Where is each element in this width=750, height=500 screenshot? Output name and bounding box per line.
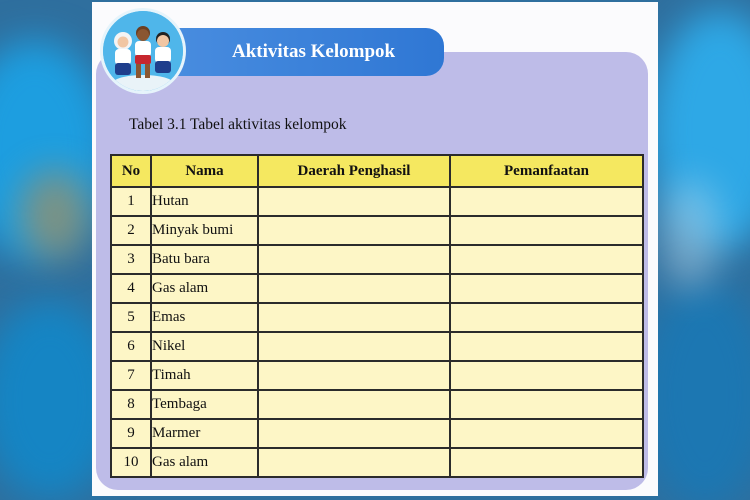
row-daerah-cell — [258, 245, 450, 274]
row-pemanfaatan-cell — [450, 361, 643, 390]
header-no: No — [111, 155, 151, 187]
students-group-icon — [100, 8, 186, 94]
row-number: 2 — [111, 216, 151, 245]
row-pemanfaatan-cell — [450, 245, 643, 274]
table-row — [111, 332, 643, 361]
row-name: Gas alam — [151, 448, 258, 477]
row-name: Nikel — [151, 332, 258, 361]
row-pemanfaatan-cell — [450, 332, 643, 361]
row-number: 9 — [111, 419, 151, 448]
table-row — [111, 303, 643, 332]
table-row — [111, 274, 643, 303]
table-row — [111, 419, 643, 448]
table-caption: Tabel 3.1 Tabel aktivitas kelompok — [129, 116, 347, 133]
row-number: 4 — [111, 274, 151, 303]
row-name: Marmer — [151, 419, 258, 448]
row-daerah-cell — [258, 187, 450, 216]
row-daerah-cell — [258, 303, 450, 332]
row-pemanfaatan-cell — [450, 216, 643, 245]
table-row — [111, 390, 643, 419]
table-header-row — [111, 155, 643, 187]
row-number: 7 — [111, 361, 151, 390]
row-name: Batu bara — [151, 245, 258, 274]
table-row — [111, 448, 643, 477]
header-nama: Nama — [151, 155, 258, 187]
header-daerah-penghasil: Daerah Penghasil — [258, 155, 450, 187]
row-name: Tembaga — [151, 390, 258, 419]
row-pemanfaatan-cell — [450, 390, 643, 419]
row-number: 6 — [111, 332, 151, 361]
table-row — [111, 361, 643, 390]
students-illustration — [103, 11, 183, 91]
row-daerah-cell — [258, 332, 450, 361]
header-pemanfaatan: Pemanfaatan — [450, 155, 643, 187]
row-number: 8 — [111, 390, 151, 419]
row-name: Emas — [151, 303, 258, 332]
row-name: Timah — [151, 361, 258, 390]
table-row — [111, 216, 643, 245]
row-daerah-cell — [258, 216, 450, 245]
row-daerah-cell — [258, 390, 450, 419]
activity-title-banner: Aktivitas Kelompok — [154, 28, 444, 76]
row-name: Gas alam — [151, 274, 258, 303]
row-number: 1 — [111, 187, 151, 216]
background-blur-shape — [20, 170, 90, 260]
row-daerah-cell — [258, 448, 450, 477]
row-daerah-cell — [258, 361, 450, 390]
row-daerah-cell — [258, 274, 450, 303]
row-pemanfaatan-cell — [450, 419, 643, 448]
table-row — [111, 187, 643, 216]
book-page — [92, 2, 658, 496]
row-number: 5 — [111, 303, 151, 332]
activity-table — [110, 154, 644, 478]
row-daerah-cell — [258, 419, 450, 448]
row-name: Minyak bumi — [151, 216, 258, 245]
row-pemanfaatan-cell — [450, 187, 643, 216]
row-pemanfaatan-cell — [450, 303, 643, 332]
row-number: 3 — [111, 245, 151, 274]
table-row — [111, 245, 643, 274]
background-blur-shape — [660, 180, 720, 290]
row-pemanfaatan-cell — [450, 448, 643, 477]
row-name: Hutan — [151, 187, 258, 216]
row-pemanfaatan-cell — [450, 274, 643, 303]
row-number: 10 — [111, 448, 151, 477]
